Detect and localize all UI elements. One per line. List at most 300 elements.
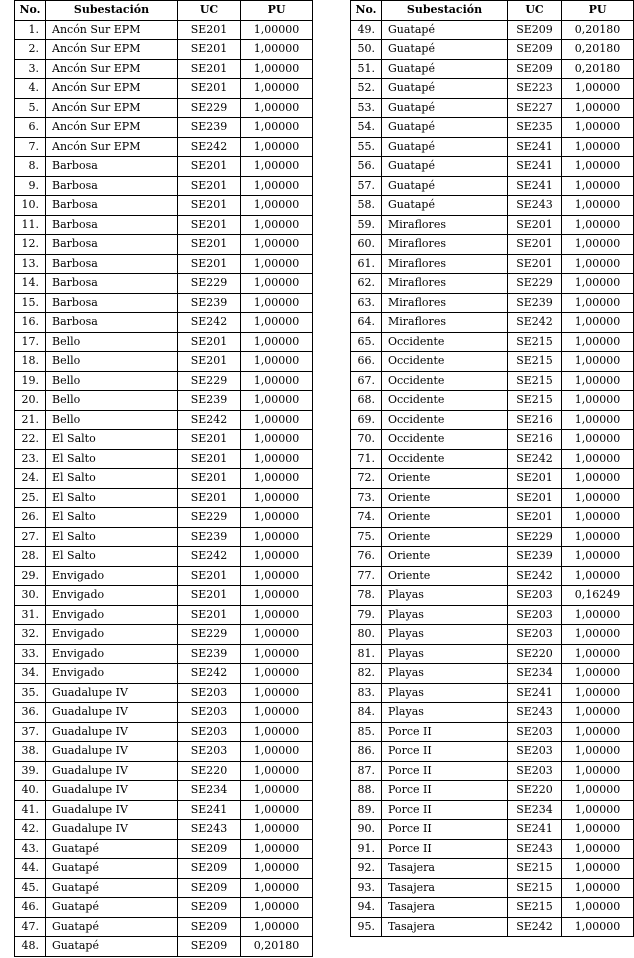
pu-cell: 1,00000 bbox=[562, 761, 634, 781]
table-row bbox=[351, 644, 634, 664]
table-row bbox=[15, 313, 313, 333]
uc-cell: SE203 bbox=[508, 605, 562, 625]
no-cell: 64. bbox=[351, 313, 382, 333]
subestacion-cell: Envigado bbox=[46, 605, 178, 625]
subestacion-cell: Ancón Sur EPM bbox=[46, 59, 178, 79]
subestacion-cell: Guatapé bbox=[382, 59, 508, 79]
subestacion-cell: Guatapé bbox=[382, 98, 508, 118]
pu-cell: 1,00000 bbox=[562, 98, 634, 118]
pu-cell: 0,20180 bbox=[562, 20, 634, 40]
no-cell: 53. bbox=[351, 98, 382, 118]
subestacion-cell: Playas bbox=[382, 644, 508, 664]
table-row bbox=[351, 430, 634, 450]
table-row bbox=[351, 254, 634, 274]
pu-cell: 1,00000 bbox=[241, 508, 313, 528]
uc-cell: SE201 bbox=[178, 215, 241, 235]
subestacion-cell: Tasajera bbox=[382, 917, 508, 937]
table-row bbox=[15, 469, 313, 489]
subestacion-cell: Bello bbox=[46, 352, 178, 372]
uc-cell: SE209 bbox=[178, 859, 241, 879]
table-row bbox=[351, 664, 634, 684]
uc-cell: SE209 bbox=[508, 59, 562, 79]
table-row bbox=[15, 352, 313, 372]
no-cell: 45. bbox=[15, 878, 46, 898]
uc-cell: SE201 bbox=[178, 488, 241, 508]
table-row bbox=[15, 40, 313, 60]
subestacion-cell: Ancón Sur EPM bbox=[46, 79, 178, 99]
uc-cell: SE229 bbox=[178, 274, 241, 294]
subestacion-cell: Barbosa bbox=[46, 196, 178, 216]
table-row bbox=[351, 98, 634, 118]
table-row bbox=[15, 586, 313, 606]
no-cell: 90. bbox=[351, 820, 382, 840]
subestacion-cell: El Salto bbox=[46, 527, 178, 547]
pu-cell: 1,00000 bbox=[241, 293, 313, 313]
pu-cell: 1,00000 bbox=[562, 703, 634, 723]
subestacion-cell: Envigado bbox=[46, 664, 178, 684]
subestacion-cell: Miraflores bbox=[382, 215, 508, 235]
pu-cell: 1,00000 bbox=[562, 878, 634, 898]
subestacion-cell: Porce II bbox=[382, 761, 508, 781]
uc-cell: SE201 bbox=[508, 508, 562, 528]
no-cell: 49. bbox=[351, 20, 382, 40]
subestacion-cell: Porce II bbox=[382, 722, 508, 742]
subestacion-cell: Guadalupe IV bbox=[46, 800, 178, 820]
uc-cell: SE223 bbox=[508, 79, 562, 99]
pu-cell: 1,00000 bbox=[562, 566, 634, 586]
no-cell: 25. bbox=[15, 488, 46, 508]
uc-cell: SE241 bbox=[508, 683, 562, 703]
uc-cell: SE201 bbox=[508, 235, 562, 255]
header-subestacion: Subestación bbox=[382, 1, 508, 21]
no-cell: 92. bbox=[351, 859, 382, 879]
pu-cell: 1,00000 bbox=[241, 176, 313, 196]
uc-cell: SE215 bbox=[508, 878, 562, 898]
uc-cell: SE242 bbox=[178, 664, 241, 684]
subestacion-cell: Guatapé bbox=[46, 937, 178, 957]
pu-cell: 1,00000 bbox=[562, 742, 634, 762]
subestacion-cell: Guatapé bbox=[46, 898, 178, 918]
table-row bbox=[15, 917, 313, 937]
subestacion-cell: Miraflores bbox=[382, 254, 508, 274]
pu-cell: 1,00000 bbox=[562, 332, 634, 352]
uc-cell: SE201 bbox=[178, 40, 241, 60]
no-cell: 93. bbox=[351, 878, 382, 898]
no-cell: 56. bbox=[351, 157, 382, 177]
no-cell: 67. bbox=[351, 371, 382, 391]
uc-cell: SE241 bbox=[508, 176, 562, 196]
pu-cell: 1,00000 bbox=[562, 488, 634, 508]
table-row bbox=[351, 878, 634, 898]
no-cell: 57. bbox=[351, 176, 382, 196]
no-cell: 72. bbox=[351, 469, 382, 489]
pu-cell: 1,00000 bbox=[562, 605, 634, 625]
subestacion-cell: Bello bbox=[46, 410, 178, 430]
no-cell: 17. bbox=[15, 332, 46, 352]
uc-cell: SE201 bbox=[178, 430, 241, 450]
subestacion-cell: Tasajera bbox=[382, 898, 508, 918]
pu-cell: 1,00000 bbox=[562, 293, 634, 313]
uc-cell: SE241 bbox=[508, 820, 562, 840]
subestacion-cell: Porce II bbox=[382, 781, 508, 801]
table-row bbox=[15, 547, 313, 567]
table-row bbox=[351, 917, 634, 937]
uc-cell: SE242 bbox=[178, 137, 241, 157]
no-cell: 74. bbox=[351, 508, 382, 528]
no-cell: 10. bbox=[15, 196, 46, 216]
no-cell: 80. bbox=[351, 625, 382, 645]
pu-cell: 1,00000 bbox=[562, 644, 634, 664]
subestacion-cell: Guatapé bbox=[382, 196, 508, 216]
table-row bbox=[351, 469, 634, 489]
uc-cell: SE227 bbox=[508, 98, 562, 118]
pu-cell: 1,00000 bbox=[241, 352, 313, 372]
subestacion-cell: Miraflores bbox=[382, 274, 508, 294]
subestacion-cell: Guatapé bbox=[382, 157, 508, 177]
table-row bbox=[15, 625, 313, 645]
no-cell: 59. bbox=[351, 215, 382, 235]
pu-cell: 1,00000 bbox=[241, 800, 313, 820]
table-row bbox=[351, 59, 634, 79]
table-row bbox=[351, 293, 634, 313]
uc-cell: SE201 bbox=[178, 176, 241, 196]
no-cell: 63. bbox=[351, 293, 382, 313]
no-cell: 1. bbox=[15, 20, 46, 40]
uc-cell: SE215 bbox=[508, 352, 562, 372]
no-cell: 43. bbox=[15, 839, 46, 859]
uc-cell: SE201 bbox=[508, 488, 562, 508]
pu-cell: 1,00000 bbox=[241, 274, 313, 294]
subestacion-cell: Barbosa bbox=[46, 235, 178, 255]
pu-cell: 1,00000 bbox=[562, 410, 634, 430]
subestacion-cell: Occidente bbox=[382, 449, 508, 469]
table-row bbox=[351, 742, 634, 762]
table-row bbox=[351, 683, 634, 703]
table-row bbox=[351, 313, 634, 333]
pu-cell: 1,00000 bbox=[562, 430, 634, 450]
no-cell: 35. bbox=[15, 683, 46, 703]
no-cell: 85. bbox=[351, 722, 382, 742]
uc-cell: SE209 bbox=[508, 20, 562, 40]
table-row bbox=[15, 761, 313, 781]
pu-cell: 1,00000 bbox=[562, 820, 634, 840]
subestacion-cell: Occidente bbox=[382, 332, 508, 352]
table-row bbox=[15, 371, 313, 391]
table-row bbox=[15, 176, 313, 196]
pu-cell: 1,00000 bbox=[562, 449, 634, 469]
pu-cell: 0,16249 bbox=[562, 586, 634, 606]
no-cell: 89. bbox=[351, 800, 382, 820]
pu-cell: 1,00000 bbox=[241, 20, 313, 40]
left-table-body bbox=[15, 20, 313, 956]
pu-cell: 1,00000 bbox=[241, 215, 313, 235]
table-row bbox=[351, 79, 634, 99]
no-cell: 38. bbox=[15, 742, 46, 762]
table-row bbox=[351, 118, 634, 138]
pu-cell: 1,00000 bbox=[562, 917, 634, 937]
uc-cell: SE201 bbox=[178, 469, 241, 489]
subestacion-cell: Porce II bbox=[382, 820, 508, 840]
no-cell: 44. bbox=[15, 859, 46, 879]
uc-cell: SE242 bbox=[178, 410, 241, 430]
no-cell: 50. bbox=[351, 40, 382, 60]
uc-cell: SE201 bbox=[178, 235, 241, 255]
table-row bbox=[351, 391, 634, 411]
no-cell: 19. bbox=[15, 371, 46, 391]
pu-cell: 1,00000 bbox=[241, 820, 313, 840]
pu-cell: 1,00000 bbox=[562, 274, 634, 294]
table-row bbox=[15, 98, 313, 118]
table-row bbox=[351, 488, 634, 508]
table-row bbox=[15, 157, 313, 177]
no-cell: 76. bbox=[351, 547, 382, 567]
table-row bbox=[351, 898, 634, 918]
no-cell: 27. bbox=[15, 527, 46, 547]
table-row bbox=[15, 703, 313, 723]
subestacion-cell: El Salto bbox=[46, 449, 178, 469]
no-cell: 88. bbox=[351, 781, 382, 801]
table-row bbox=[15, 410, 313, 430]
no-cell: 9. bbox=[15, 176, 46, 196]
pu-cell: 1,00000 bbox=[562, 352, 634, 372]
uc-cell: SE203 bbox=[508, 586, 562, 606]
no-cell: 91. bbox=[351, 839, 382, 859]
uc-cell: SE215 bbox=[508, 898, 562, 918]
pu-cell: 1,00000 bbox=[241, 664, 313, 684]
no-cell: 62. bbox=[351, 274, 382, 294]
no-cell: 23. bbox=[15, 449, 46, 469]
no-cell: 69. bbox=[351, 410, 382, 430]
pu-cell: 1,00000 bbox=[241, 547, 313, 567]
uc-cell: SE201 bbox=[178, 352, 241, 372]
uc-cell: SE215 bbox=[508, 859, 562, 879]
pu-cell: 1,00000 bbox=[562, 898, 634, 918]
pu-cell: 1,00000 bbox=[241, 371, 313, 391]
no-cell: 11. bbox=[15, 215, 46, 235]
pu-cell: 1,00000 bbox=[562, 79, 634, 99]
subestacion-cell: Playas bbox=[382, 664, 508, 684]
pu-cell: 1,00000 bbox=[562, 118, 634, 138]
no-cell: 34. bbox=[15, 664, 46, 684]
subestacion-cell: Playas bbox=[382, 586, 508, 606]
pu-cell: 1,00000 bbox=[241, 722, 313, 742]
table-row bbox=[15, 644, 313, 664]
table-row bbox=[351, 235, 634, 255]
uc-cell: SE229 bbox=[508, 527, 562, 547]
pu-cell: 1,00000 bbox=[241, 430, 313, 450]
pu-cell: 1,00000 bbox=[562, 625, 634, 645]
subestacion-cell: Barbosa bbox=[46, 254, 178, 274]
subestacion-cell: Oriente bbox=[382, 508, 508, 528]
uc-cell: SE239 bbox=[178, 391, 241, 411]
subestacion-cell: Guatapé bbox=[46, 917, 178, 937]
subestacion-cell: Barbosa bbox=[46, 293, 178, 313]
subestacion-cell: El Salto bbox=[46, 547, 178, 567]
pu-cell: 1,00000 bbox=[241, 40, 313, 60]
uc-cell: SE216 bbox=[508, 430, 562, 450]
pu-cell: 1,00000 bbox=[241, 703, 313, 723]
no-cell: 42. bbox=[15, 820, 46, 840]
no-cell: 36. bbox=[15, 703, 46, 723]
uc-cell: SE243 bbox=[508, 839, 562, 859]
table-row bbox=[15, 839, 313, 859]
subestacion-cell: El Salto bbox=[46, 488, 178, 508]
no-cell: 29. bbox=[15, 566, 46, 586]
subestacion-cell: Guadalupe IV bbox=[46, 781, 178, 801]
no-cell: 32. bbox=[15, 625, 46, 645]
pu-cell: 1,00000 bbox=[241, 235, 313, 255]
pu-cell: 1,00000 bbox=[562, 176, 634, 196]
no-cell: 61. bbox=[351, 254, 382, 274]
table-row bbox=[15, 488, 313, 508]
subestacion-cell: Guatapé bbox=[382, 20, 508, 40]
uc-cell: SE239 bbox=[178, 118, 241, 138]
no-cell: 33. bbox=[15, 644, 46, 664]
uc-cell: SE229 bbox=[508, 274, 562, 294]
pu-cell: 1,00000 bbox=[241, 605, 313, 625]
uc-cell: SE216 bbox=[508, 410, 562, 430]
pu-cell: 1,00000 bbox=[562, 683, 634, 703]
subestacion-cell: Occidente bbox=[382, 430, 508, 450]
no-cell: 73. bbox=[351, 488, 382, 508]
subestacion-cell: Guatapé bbox=[382, 79, 508, 99]
right-table bbox=[350, 0, 634, 937]
no-cell: 66. bbox=[351, 352, 382, 372]
no-cell: 21. bbox=[15, 410, 46, 430]
uc-cell: SE209 bbox=[178, 898, 241, 918]
no-cell: 94. bbox=[351, 898, 382, 918]
subestacion-cell: Playas bbox=[382, 625, 508, 645]
subestacion-cell: Miraflores bbox=[382, 313, 508, 333]
subestacion-cell: Occidente bbox=[382, 352, 508, 372]
right-table-body bbox=[351, 20, 634, 937]
subestacion-cell: Occidente bbox=[382, 410, 508, 430]
no-cell: 70. bbox=[351, 430, 382, 450]
pu-cell: 1,00000 bbox=[241, 683, 313, 703]
subestacion-cell: Barbosa bbox=[46, 313, 178, 333]
table-row bbox=[15, 508, 313, 528]
pu-cell: 1,00000 bbox=[241, 410, 313, 430]
subestacion-cell: Barbosa bbox=[46, 274, 178, 294]
pu-cell: 1,00000 bbox=[562, 839, 634, 859]
pu-cell: 1,00000 bbox=[241, 196, 313, 216]
table-row bbox=[15, 898, 313, 918]
pu-cell: 1,00000 bbox=[241, 59, 313, 79]
no-cell: 22. bbox=[15, 430, 46, 450]
uc-cell: SE209 bbox=[178, 878, 241, 898]
pu-cell: 1,00000 bbox=[562, 196, 634, 216]
uc-cell: SE203 bbox=[508, 722, 562, 742]
pu-cell: 1,00000 bbox=[241, 118, 313, 138]
pu-cell: 1,00000 bbox=[241, 781, 313, 801]
subestacion-cell: Ancón Sur EPM bbox=[46, 98, 178, 118]
table-row bbox=[351, 410, 634, 430]
uc-cell: SE201 bbox=[178, 196, 241, 216]
pu-cell: 1,00000 bbox=[241, 98, 313, 118]
no-cell: 24. bbox=[15, 469, 46, 489]
no-cell: 55. bbox=[351, 137, 382, 157]
no-cell: 14. bbox=[15, 274, 46, 294]
subestacion-cell: Guatapé bbox=[382, 137, 508, 157]
no-cell: 46. bbox=[15, 898, 46, 918]
no-cell: 95. bbox=[351, 917, 382, 937]
pu-cell: 1,00000 bbox=[241, 391, 313, 411]
uc-cell: SE203 bbox=[508, 742, 562, 762]
subestacion-cell: Porce II bbox=[382, 742, 508, 762]
subestacion-cell: Oriente bbox=[382, 469, 508, 489]
uc-cell: SE229 bbox=[178, 625, 241, 645]
table-row bbox=[351, 566, 634, 586]
left-table bbox=[14, 0, 313, 957]
uc-cell: SE229 bbox=[178, 98, 241, 118]
uc-cell: SE229 bbox=[178, 508, 241, 528]
pu-cell: 1,00000 bbox=[241, 527, 313, 547]
table-row bbox=[15, 800, 313, 820]
uc-cell: SE203 bbox=[508, 761, 562, 781]
subestacion-cell: Envigado bbox=[46, 586, 178, 606]
uc-cell: SE201 bbox=[178, 566, 241, 586]
subestacion-cell: Playas bbox=[382, 605, 508, 625]
subestacion-cell: Barbosa bbox=[46, 215, 178, 235]
pu-cell: 1,00000 bbox=[562, 722, 634, 742]
pu-cell: 1,00000 bbox=[562, 313, 634, 333]
subestacion-cell: Porce II bbox=[382, 839, 508, 859]
no-cell: 5. bbox=[15, 98, 46, 118]
no-cell: 28. bbox=[15, 547, 46, 567]
table-row bbox=[351, 40, 634, 60]
uc-cell: SE215 bbox=[508, 332, 562, 352]
header-uc: UC bbox=[508, 1, 562, 21]
table-row bbox=[15, 391, 313, 411]
uc-cell: SE235 bbox=[508, 118, 562, 138]
subestacion-cell: Tasajera bbox=[382, 878, 508, 898]
uc-cell: SE243 bbox=[508, 196, 562, 216]
table-row bbox=[351, 527, 634, 547]
table-row bbox=[15, 254, 313, 274]
subestacion-cell: Envigado bbox=[46, 644, 178, 664]
header-no: No. bbox=[15, 1, 46, 21]
table-row bbox=[351, 761, 634, 781]
header-uc: UC bbox=[178, 1, 241, 21]
uc-cell: SE234 bbox=[508, 664, 562, 684]
table-row bbox=[15, 683, 313, 703]
no-cell: 15. bbox=[15, 293, 46, 313]
table-row bbox=[15, 332, 313, 352]
table-row bbox=[351, 449, 634, 469]
subestacion-cell: Tasajera bbox=[382, 859, 508, 879]
uc-cell: SE243 bbox=[508, 703, 562, 723]
uc-cell: SE243 bbox=[178, 820, 241, 840]
table-row bbox=[15, 527, 313, 547]
subestacion-cell: Guadalupe IV bbox=[46, 683, 178, 703]
pu-cell: 0,20180 bbox=[241, 937, 313, 957]
subestacion-cell: El Salto bbox=[46, 508, 178, 528]
pu-cell: 1,00000 bbox=[241, 488, 313, 508]
no-cell: 2. bbox=[15, 40, 46, 60]
no-cell: 3. bbox=[15, 59, 46, 79]
header-row bbox=[15, 1, 313, 21]
no-cell: 20. bbox=[15, 391, 46, 411]
uc-cell: SE201 bbox=[178, 59, 241, 79]
subestacion-cell: Porce II bbox=[382, 800, 508, 820]
table-row bbox=[351, 215, 634, 235]
subestacion-cell: Barbosa bbox=[46, 157, 178, 177]
subestacion-cell: Ancón Sur EPM bbox=[46, 137, 178, 157]
subestacion-cell: Guadalupe IV bbox=[46, 820, 178, 840]
pu-cell: 1,00000 bbox=[562, 527, 634, 547]
uc-cell: SE201 bbox=[178, 449, 241, 469]
uc-cell: SE201 bbox=[178, 586, 241, 606]
